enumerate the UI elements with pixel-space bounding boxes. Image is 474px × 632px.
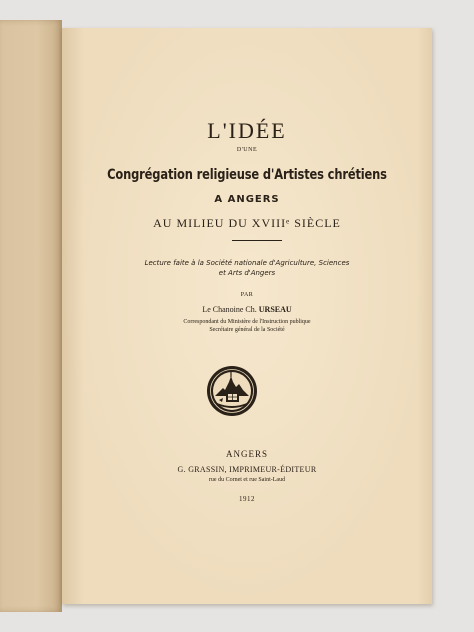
left-page-edge xyxy=(0,20,62,612)
century-line: AU MILIEU DU XVIIIᵉ SIÈCLE xyxy=(153,216,341,230)
imprint-printer: G. GRASSIN, IMPRIMEUR-ÉDITEUR xyxy=(177,465,317,474)
author-role-correspondent: Correspondant du Ministère de l'Instruction publique xyxy=(183,319,311,325)
author-prefix: Le Chanoine Ch. xyxy=(202,305,257,314)
place-line: A ANGERS xyxy=(214,194,280,205)
divider-rule xyxy=(232,240,282,241)
book-title: L'IDÉE xyxy=(207,118,287,143)
author-name: URSEAU xyxy=(258,305,292,314)
book-subtitle: Congrégation religieuse d'Artistes chrétiens xyxy=(107,167,387,183)
author-role-secretary: Secrétaire général de la Société xyxy=(209,327,285,333)
author-line xyxy=(62,305,432,314)
imprint-city: ANGERS xyxy=(225,449,268,459)
imprint-street: rue du Cornet et rue Saint-Laud xyxy=(208,477,286,483)
lecture-line-1: Lecture faite à la Société nationale d'Agriculture, Sciences xyxy=(144,259,350,267)
lecture-line-2: et Arts d'Angers xyxy=(218,269,276,277)
printer-emblem-icon xyxy=(205,362,259,420)
imprint-year: 1912 xyxy=(239,495,255,503)
title-connector: D'UNE xyxy=(236,147,258,153)
par-label: PAR xyxy=(240,292,254,298)
title-page xyxy=(62,28,432,604)
